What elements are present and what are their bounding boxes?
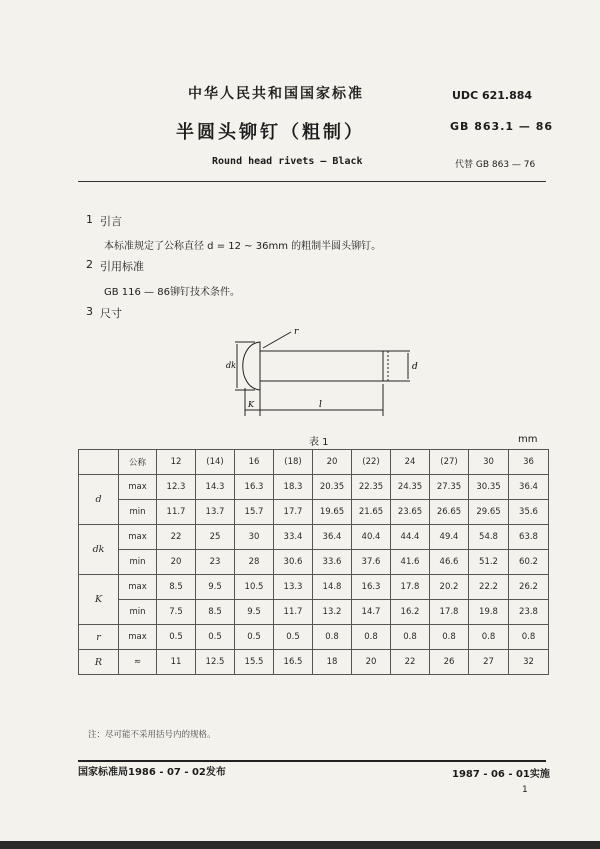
table-row [79, 550, 549, 575]
table-cell: 20.35 [313, 475, 352, 500]
table-cell: 20 [157, 550, 196, 575]
header-nominal-size: 24 [391, 450, 430, 475]
table-cell: 27 [469, 650, 509, 675]
header-nominal-size: (18) [274, 450, 313, 475]
table-cell: 0.5 [235, 625, 274, 650]
table-cell: 16.5 [274, 650, 313, 675]
standard-number: GB 863.1 — 86 [450, 120, 554, 133]
table-cell: 13.3 [274, 575, 313, 600]
table-cell: 0.8 [391, 625, 430, 650]
table-row [79, 575, 549, 600]
table-cell: 49.4 [430, 525, 469, 550]
table-cell: 8.5 [157, 575, 196, 600]
row-symbol: d [79, 475, 119, 525]
table-cell: 20 [352, 650, 391, 675]
table-row [79, 650, 549, 675]
document-title: 半圆头铆钉（粗制） [176, 122, 365, 143]
table-cell: 23.65 [391, 500, 430, 525]
section-2-title: 引用标准 [100, 260, 144, 273]
rivet-head [243, 342, 260, 390]
table-cell: 11.7 [274, 600, 313, 625]
table-row [79, 525, 549, 550]
table-cell: 22.35 [352, 475, 391, 500]
footer-rule [78, 760, 546, 762]
table-cell: 13.7 [196, 500, 235, 525]
table-cell: 22 [391, 650, 430, 675]
header-nominal-size: 12 [157, 450, 196, 475]
header-nominal-size: (27) [430, 450, 469, 475]
table-cell: 0.5 [196, 625, 235, 650]
section-2-text: GB 116 — 86铆钉技术条件。 [104, 287, 240, 298]
table-cell: 23 [196, 550, 235, 575]
table-cell: 29.65 [469, 500, 509, 525]
table-cell: 41.6 [391, 550, 430, 575]
section-1-text: 本标准规定了公称直径 d = 12 ~ 36mm 的粗制半圆头铆钉。 [104, 241, 382, 252]
header-nominal-size: (22) [352, 450, 391, 475]
header-label: 公称 [119, 450, 157, 475]
table-cell: 0.8 [352, 625, 391, 650]
header-nominal-size: (14) [196, 450, 235, 475]
table-cell: 18.3 [274, 475, 313, 500]
row-limit: min [119, 500, 157, 525]
section-3-number: 3 [86, 305, 93, 318]
table-cell: 40.4 [352, 525, 391, 550]
udc-code: UDC 621.884 [452, 89, 533, 102]
table-cell: 13.2 [313, 600, 352, 625]
table-cell: 10.5 [235, 575, 274, 600]
row-limit: ≈ [119, 650, 157, 675]
effective-date: 1987 - 06 - 01实施 [452, 769, 550, 780]
table-cell: 32 [509, 650, 549, 675]
page-number: 1 [522, 785, 528, 795]
header-nominal-size: 36 [509, 450, 549, 475]
table-cell: 51.2 [469, 550, 509, 575]
table-cell: 14.3 [196, 475, 235, 500]
table-cell: 26 [430, 650, 469, 675]
scan-edge [0, 841, 600, 849]
table-cell: 35.6 [509, 500, 549, 525]
r-leader [263, 332, 291, 348]
table-cell: 0.5 [274, 625, 313, 650]
label-k: K [248, 400, 254, 409]
table-row [79, 500, 549, 525]
table-cell: 14.8 [313, 575, 352, 600]
table-cell: 19.8 [469, 600, 509, 625]
label-dk: dk [226, 361, 236, 370]
table-cell: 44.4 [391, 525, 430, 550]
table-cell: 33.6 [313, 550, 352, 575]
rivet-drawing [215, 322, 425, 422]
table-row [79, 475, 549, 500]
table-row [79, 600, 549, 625]
header-blank [79, 450, 119, 475]
table-cell: 17.8 [430, 600, 469, 625]
table-cell: 26.2 [509, 575, 549, 600]
table-cell: 30.35 [469, 475, 509, 500]
table-cell: 16.2 [391, 600, 430, 625]
table-cell: 0.8 [430, 625, 469, 650]
row-limit: max [119, 525, 157, 550]
table-cell: 12.5 [196, 650, 235, 675]
table-cell: 21.65 [352, 500, 391, 525]
table-cell: 60.2 [509, 550, 549, 575]
section-1-number: 1 [86, 213, 93, 226]
table-cell: 0.5 [157, 625, 196, 650]
table-cell: 0.8 [469, 625, 509, 650]
row-symbol: dk [79, 525, 119, 575]
row-symbol: K [79, 575, 119, 625]
header-nominal-size: 30 [469, 450, 509, 475]
table-caption: 表 1 [309, 437, 329, 448]
section-3-title: 尺寸 [100, 307, 122, 320]
issue-date: 国家标准局1986 - 07 - 02发布 [78, 767, 226, 778]
table-cell: 25 [196, 525, 235, 550]
table-cell: 19.65 [313, 500, 352, 525]
row-limit: min [119, 600, 157, 625]
table-cell: 26.65 [430, 500, 469, 525]
table-cell: 30 [235, 525, 274, 550]
table-cell: 11 [157, 650, 196, 675]
dimensions-table [78, 449, 549, 675]
table-cell: 22 [157, 525, 196, 550]
header-nominal-size: 20 [313, 450, 352, 475]
table-cell: 11.7 [157, 500, 196, 525]
table-row [79, 625, 549, 650]
table-cell: 46.6 [430, 550, 469, 575]
table-cell: 9.5 [235, 600, 274, 625]
section-1-title: 引言 [100, 215, 122, 228]
table-cell: 17.8 [391, 575, 430, 600]
row-limit: min [119, 550, 157, 575]
row-limit: max [119, 575, 157, 600]
table-cell: 23.8 [509, 600, 549, 625]
table-cell: 0.8 [509, 625, 549, 650]
label-d: d [412, 362, 418, 372]
table-cell: 63.8 [509, 525, 549, 550]
table-cell: 27.35 [430, 475, 469, 500]
english-title: Round head rivets — Black [212, 156, 363, 167]
table-cell: 0.8 [313, 625, 352, 650]
table-cell: 20.2 [430, 575, 469, 600]
table-cell: 7.5 [157, 600, 196, 625]
table-cell: 54.8 [469, 525, 509, 550]
table-cell: 12.3 [157, 475, 196, 500]
table-note: 注：尽可能不采用括号内的规格。 [88, 730, 216, 740]
header-rule [78, 181, 546, 182]
label-l: l [319, 400, 322, 410]
table-cell: 28 [235, 550, 274, 575]
table-cell: 36.4 [509, 475, 549, 500]
table-cell: 37.6 [352, 550, 391, 575]
table-unit: mm [518, 434, 538, 445]
table-cell: 17.7 [274, 500, 313, 525]
row-symbol: R [79, 650, 119, 675]
table-cell: 8.5 [196, 600, 235, 625]
table-cell: 33.4 [274, 525, 313, 550]
table-cell: 9.5 [196, 575, 235, 600]
table-cell: 30.6 [274, 550, 313, 575]
table-cell: 22.2 [469, 575, 509, 600]
row-symbol: r [79, 625, 119, 650]
table-cell: 15.5 [235, 650, 274, 675]
replaces-note: 代替 GB 863 — 76 [455, 160, 536, 170]
standard-name: 中华人民共和国国家标准 [188, 86, 364, 102]
table-cell: 24.35 [391, 475, 430, 500]
table-cell: 15.7 [235, 500, 274, 525]
table-cell: 16.3 [352, 575, 391, 600]
row-limit: max [119, 475, 157, 500]
table-header-row [79, 450, 549, 475]
row-limit: max [119, 625, 157, 650]
section-2-number: 2 [86, 258, 93, 271]
table-cell: 36.4 [313, 525, 352, 550]
header-nominal-size: 16 [235, 450, 274, 475]
label-r: r [294, 327, 299, 337]
table-cell: 16.3 [235, 475, 274, 500]
table-cell: 14.7 [352, 600, 391, 625]
table-cell: 18 [313, 650, 352, 675]
